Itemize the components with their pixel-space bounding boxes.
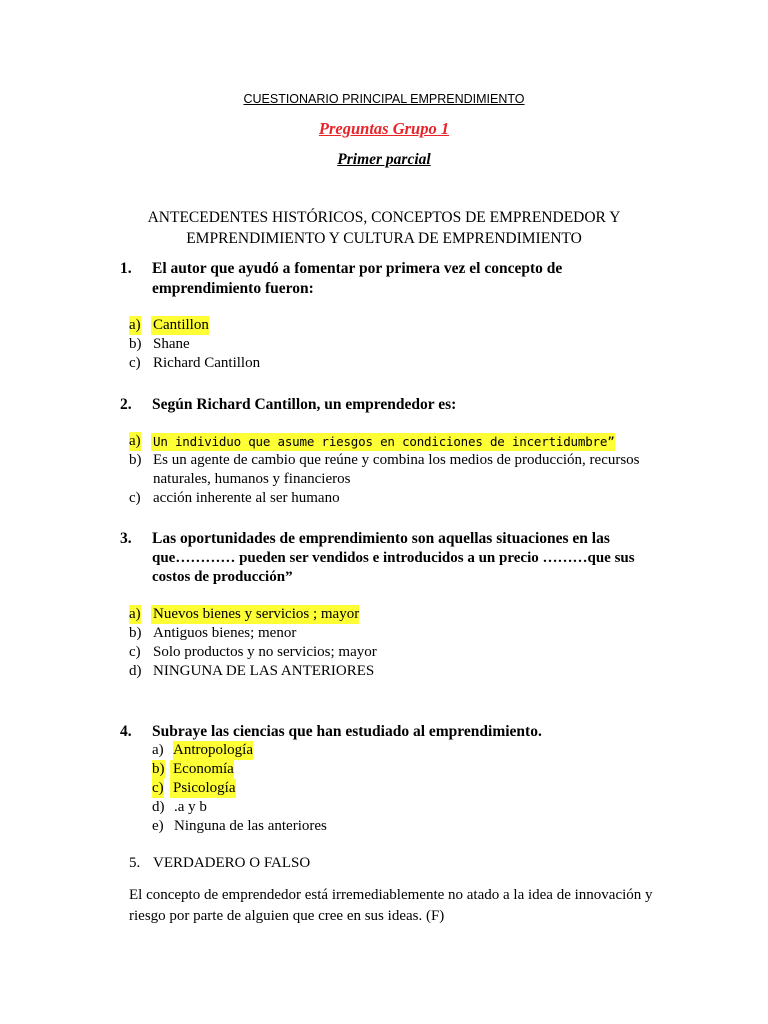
option-text-answer: Un individuo que asume riesgos en condiciones de incertidumbre” xyxy=(153,434,615,449)
option-text-answer: Cantillon xyxy=(153,317,209,333)
option-letter: c) xyxy=(129,490,141,506)
option-letter: c) xyxy=(129,644,141,660)
section-title-line-2: EMPRENDIMIENTO Y CULTURA DE EMPRENDIMIENTO xyxy=(186,230,582,247)
question-3-options xyxy=(129,605,529,685)
option-text: .a y b xyxy=(174,799,207,815)
question-2-options xyxy=(129,432,649,512)
question-5-statement-line-1: El concepto de emprendedor está irremediablemente no atado a la idea de innovación y xyxy=(129,887,653,903)
question-text-line-2: que………… pueden ser vendidos e introducidos a un precio ………que sus xyxy=(152,549,635,566)
option-text-answer: Nuevos bienes y servicios ; mayor xyxy=(153,606,360,622)
question-5-title xyxy=(129,854,311,873)
option-text: NINGUNA DE LAS ANTERIORES xyxy=(153,663,375,679)
option-letter: a) xyxy=(129,317,141,333)
question-4-options xyxy=(152,741,452,841)
question-number: 5. xyxy=(129,855,141,871)
option-letter: a) xyxy=(152,742,164,758)
question-text-line-1: Según Richard Cantillon, un emprendedor es: xyxy=(152,396,457,413)
question-text-line-1: Las oportunidades de emprendimiento son aquellas situaciones en las xyxy=(152,530,610,547)
option-letter: b) xyxy=(129,452,142,468)
option-letter: c) xyxy=(129,355,141,371)
option-text: Solo productos y no servicios; mayor xyxy=(153,644,377,660)
option-text: Antiguos bienes; menor xyxy=(153,625,297,641)
question-1-options xyxy=(129,316,529,376)
section-title xyxy=(0,207,768,249)
option-letter: c) xyxy=(152,780,164,796)
option-letter: b) xyxy=(129,625,142,641)
partial-heading: Primer parcial xyxy=(337,151,431,168)
option-letter: d) xyxy=(129,663,142,679)
question-text-line-1: Subraye las ciencias que han estudiado al emprendimiento. xyxy=(152,723,542,740)
option-text-answer: Antropología xyxy=(173,742,253,758)
question-number: 4. xyxy=(120,723,132,740)
option-letter: e) xyxy=(152,818,164,834)
option-text: acción inherente al ser humano xyxy=(153,490,340,506)
option-text: Shane xyxy=(153,336,190,352)
question-number: 2. xyxy=(120,396,132,413)
option-letter: d) xyxy=(152,799,165,815)
option-text: Richard Cantillon xyxy=(153,355,261,371)
option-text: Ninguna de las anteriores xyxy=(174,818,327,834)
option-text-continued: naturales, humanos y financieros xyxy=(153,471,351,487)
document-title: CUESTIONARIO PRINCIPAL EMPRENDIMIENTO xyxy=(243,92,525,106)
question-5-statement-line-2: riesgo por parte de alguien que cree en sus ideas. (F) xyxy=(129,908,445,924)
option-text: Es un agente de cambio que reúne y combina los medios de producción, recursos xyxy=(153,452,640,468)
option-text-answer: Psicología xyxy=(170,779,236,798)
option-letter: a) xyxy=(129,433,141,449)
question-text-line-3: costos de producción” xyxy=(152,569,293,585)
question-text-line-2: emprendimiento fueron: xyxy=(152,279,314,297)
question-text: VERDADERO O FALSO xyxy=(153,855,311,871)
section-title-line-1: ANTECEDENTES HISTÓRICOS, CONCEPTOS DE EMPRENDEDOR Y xyxy=(147,209,621,226)
option-letter: b) xyxy=(129,336,142,352)
question-number: 3. xyxy=(120,530,132,547)
option-letter: a) xyxy=(129,606,141,622)
question-number: 1. xyxy=(120,260,132,277)
group-heading: Preguntas Grupo 1 xyxy=(318,119,450,138)
option-letter: b) xyxy=(152,761,165,777)
option-text-answer: Economía xyxy=(170,760,234,779)
question-text-line-1: El autor que ayudó a fomentar por primera vez el concepto de xyxy=(152,260,563,277)
